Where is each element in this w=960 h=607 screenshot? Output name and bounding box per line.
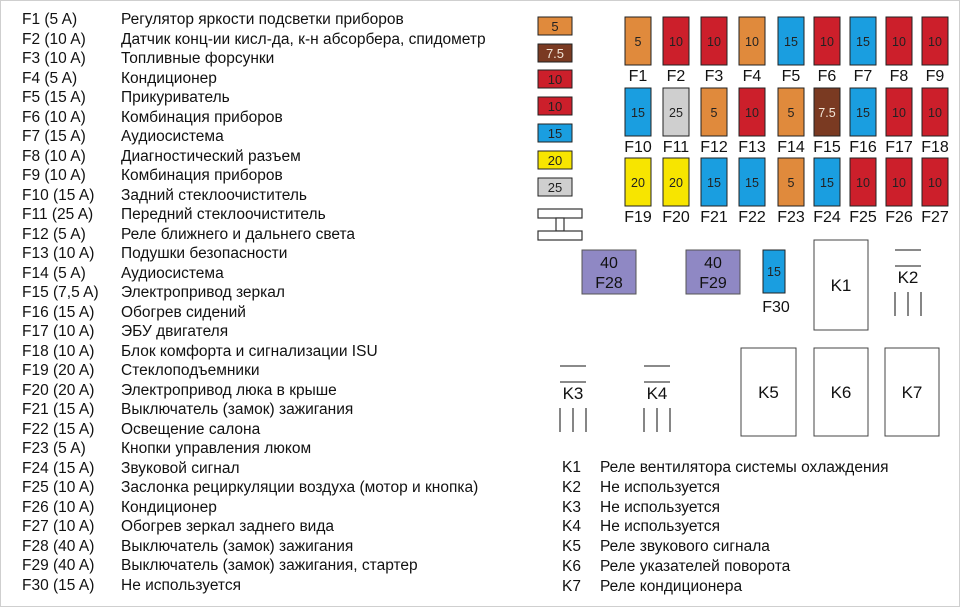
fuse-list-code: F7 (15 A): [22, 128, 86, 145]
fuse-rating: 40: [704, 255, 722, 272]
fuse-list-description: Заслонка рециркуляции воздуха (мотор и кнопка): [121, 479, 479, 496]
relay-k2-label: K2: [897, 268, 919, 287]
fuse-list-description: Обогрев зеркал заднего вида: [121, 518, 335, 535]
fuse-list-description: Выключатель (замок) зажигания, стартер: [121, 557, 418, 574]
fuse-rating: 15: [767, 265, 781, 279]
fuse-list-description: Выключатель (замок) зажигания: [121, 537, 354, 555]
fuse-list-description: Прикуриватель: [121, 89, 230, 106]
fuse-list-code: F10 (15 A): [22, 186, 95, 204]
fuse-list-description: Реле ближнего и дальнего света: [121, 225, 356, 243]
fuse-rating: 10: [745, 106, 759, 120]
fuse-label: F13: [738, 139, 766, 156]
fuse-label: F17: [885, 139, 913, 156]
fuse-list-description: Кнопки управления люком: [121, 440, 312, 457]
relay-list-code: K3: [562, 498, 581, 516]
fuse-rating: 25: [669, 106, 683, 120]
fuse-label: F16: [849, 139, 877, 156]
legend-fuse-rating: 15: [547, 126, 563, 141]
fuse-list-code: F20 (20 A): [22, 381, 95, 399]
fuse-list-code: F15 (7,5 A): [22, 284, 99, 301]
fuse-rating: 40: [600, 255, 618, 272]
relay-list-code: K2: [562, 478, 581, 496]
fuse-list-code: F30 (15 A): [22, 576, 95, 594]
fuse-list-description: Датчик конц-ии кисл-да, к-н абсорбера, спидометр: [121, 30, 486, 48]
fuse-list-code: F17 (10 A): [22, 323, 95, 340]
legend-fuse-rating: 7.5: [545, 46, 565, 61]
fuse-list-code: F12 (5 A): [22, 225, 86, 243]
fuse-rating: 15: [856, 35, 870, 49]
relay-k6-label: K6: [830, 383, 852, 402]
relay-list-description: Реле кондиционера: [600, 577, 743, 595]
fuse-rating: 10: [856, 176, 870, 190]
fuse-list-description: Аудиосистема: [121, 264, 224, 282]
fuse-list-code: F25 (10 A): [22, 479, 95, 496]
fuse-list-description: Диагностический разъем: [121, 147, 301, 165]
fuse-label: F7: [853, 68, 873, 85]
relay-list-description: Не используется: [600, 518, 721, 536]
relay-k3-label: K3: [562, 384, 584, 403]
fuse-list-code: F5 (15 A): [22, 89, 86, 106]
fuse-rating: 5: [710, 106, 718, 120]
fuse-list-description: Обогрев сидений: [121, 303, 246, 321]
fuse-list-code: F19 (20 A): [22, 362, 95, 379]
legend-fuse-rating: 10: [547, 72, 563, 87]
fuse-rating: 10: [928, 176, 942, 190]
fuse-label: F3: [704, 68, 724, 85]
fuse-list-code: F21 (15 A): [22, 401, 95, 418]
relay-list-description: Реле звукового сигнала: [600, 538, 770, 556]
fuse-rating: 5: [787, 176, 795, 190]
legend-fuse-rating: 25: [547, 180, 563, 195]
fuse-label: F21: [700, 209, 728, 226]
fuse-list-description: Электропривод люка в крыше: [121, 381, 337, 399]
fuse-rating: 5: [634, 35, 642, 49]
fuse-rating: 15: [631, 106, 645, 120]
relay-list-code: K6: [562, 557, 581, 575]
relay-list-code: K7: [562, 577, 581, 595]
fuse-list-description: Выключатель (замок) зажигания: [121, 401, 354, 418]
legend-fuse-rating: 20: [547, 153, 563, 168]
fuse-list-description: Передний стеклоочиститель: [121, 206, 326, 223]
fuse-rating: 15: [784, 35, 798, 49]
fuse-label: F25: [849, 209, 877, 226]
fuse-list-code: F26 (10 A): [22, 498, 95, 516]
fuse-list-description: Блок комфорта и сигнализации ISU: [121, 342, 378, 360]
fuse-rating: 10: [820, 35, 834, 49]
fuse-list-code: F29 (40 A): [22, 557, 95, 574]
fuse-list-description: Топливные форсунки: [121, 50, 275, 67]
fuse-list-description: Электропривод зеркал: [121, 284, 285, 301]
fuse-label: F23: [777, 209, 805, 226]
fuse-list-description: Стеклоподъемники: [121, 362, 260, 379]
fuse-rating: 10: [892, 106, 906, 120]
relay-list-description: Не используется: [600, 498, 721, 516]
relay-k7-label: K7: [901, 383, 923, 402]
fuse-label: F14: [777, 139, 805, 156]
fuse-label: F18: [921, 139, 949, 156]
fuse-rating: 7.5: [818, 106, 836, 120]
fuse-list-description: Не используется: [121, 576, 242, 594]
fuse-label: F28: [595, 275, 623, 292]
fuse-label: F6: [817, 68, 837, 85]
fuse-list-code: F23 (5 A): [22, 440, 86, 457]
fuse-list-description: Кондиционер: [121, 498, 217, 516]
relay-list-description: Реле указателей поворота: [600, 557, 791, 575]
fuse-list-description: Комбинация приборов: [121, 108, 283, 126]
fuse-list-code: F16 (15 A): [22, 303, 95, 321]
fuse-list-description: Регулятор яркости подсветки приборов: [121, 11, 404, 28]
fuse-list-code: F13 (10 A): [22, 245, 95, 262]
fuse-rating: 10: [669, 35, 683, 49]
fuse-rating: 15: [820, 176, 834, 190]
fuse-list-code: F9 (10 A): [22, 167, 86, 184]
fuse-label: F11: [662, 139, 690, 156]
fuse-list-description: Освещение салона: [121, 420, 261, 438]
fuse-label: F8: [889, 68, 909, 85]
fuse-rating: 20: [631, 176, 645, 190]
fuse-rating: 10: [928, 35, 942, 49]
fuse-list-code: F6 (10 A): [22, 108, 86, 126]
fuse-list-description: Подушки безопасности: [121, 245, 288, 262]
relay-k4-label: K4: [646, 384, 668, 403]
fuse-rating: 5: [787, 106, 795, 120]
fuse-label: F4: [742, 68, 762, 85]
fuse-list-code: F11 (25 A): [22, 206, 94, 223]
relay-list-code: K1: [562, 459, 581, 476]
fuse-list-code: F1 (5 A): [22, 11, 78, 28]
fuse-label: F1: [628, 68, 648, 85]
fuse-rating: 10: [707, 35, 721, 49]
fuse-list-description: Комбинация приборов: [121, 167, 283, 184]
relay-list-code: K5: [562, 538, 581, 556]
fuse-list-code: F8 (10 A): [22, 147, 86, 165]
fuse-list-code: F24 (15 A): [22, 459, 95, 477]
fuse-label: F15: [813, 139, 841, 156]
fuse-list-code: F2 (10 A): [22, 30, 86, 48]
fuse-label: F27: [921, 209, 949, 226]
fuse-label: F20: [662, 209, 690, 226]
relay-list-description: Не используется: [600, 478, 721, 496]
fuse-label: F9: [925, 68, 945, 85]
fuse-list-code: F14 (5 A): [22, 264, 86, 282]
fuse-rating: 15: [745, 176, 759, 190]
relay-list-code: K4: [562, 518, 581, 536]
legend-fuse-symbol-bottom: [538, 231, 582, 240]
fuse-rating: 10: [892, 35, 906, 49]
fuse-label: F10: [624, 139, 652, 156]
fuse-rating: 10: [892, 176, 906, 190]
fuse-list-code: F27 (10 A): [22, 518, 95, 535]
fuse-list-code: F28 (40 A): [22, 537, 95, 555]
legend-fuse-symbol-stem: [556, 218, 564, 231]
fuse-list-code: F22 (15 A): [22, 420, 95, 438]
fuse-rating: 10: [928, 106, 942, 120]
fuse-list-description: ЭБУ двигателя: [121, 323, 229, 340]
relay-k1-label: K1: [830, 276, 852, 295]
fuse-list-code: F3 (10 A): [22, 50, 86, 67]
fuse-list-code: F4 (5 A): [22, 69, 78, 87]
fuse-label: F19: [624, 209, 652, 226]
fuse-list-description: Звуковой сигнал: [121, 459, 240, 477]
fuse-rating: 15: [856, 106, 870, 120]
fuse-rating: 20: [669, 176, 683, 190]
legend-fuse-symbol-top: [538, 209, 582, 218]
fuse-rating: 15: [707, 176, 721, 190]
fuse-label: F30: [762, 299, 790, 316]
fuse-rating: 10: [745, 35, 759, 49]
fuse-label: F2: [666, 68, 686, 85]
legend-fuse-rating: 5: [551, 19, 559, 34]
fuse-label: F26: [885, 209, 913, 226]
fuse-label: F24: [813, 209, 841, 226]
fuse-list-description: Кондиционер: [121, 69, 217, 87]
fuse-label: F5: [781, 68, 801, 85]
fuse-label: F29: [699, 275, 727, 292]
relay-k5-label: K5: [758, 383, 779, 402]
fuse-label: F22: [738, 209, 766, 226]
fuse-label: F12: [700, 139, 728, 156]
fuse-list-description: Аудиосистема: [121, 128, 224, 145]
legend-fuse-rating: 10: [547, 99, 563, 114]
fuse-list-code: F18 (10 A): [22, 342, 95, 360]
fuse-list-description: Задний стеклоочиститель: [121, 186, 307, 204]
relay-list-description: Реле вентилятора системы охлаждения: [600, 459, 889, 476]
